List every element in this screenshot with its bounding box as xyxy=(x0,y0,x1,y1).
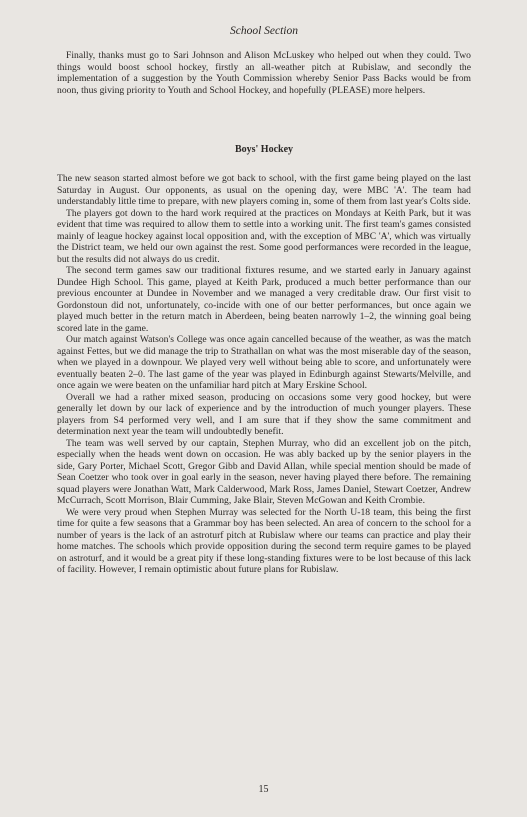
body-paragraph: Our match against Watson's College was once again cancelled because of the weather, as was the match against Fettes, but we did manage the trip to Strathallan on what was the most miserable day of the season, when we played in a downpour. We played very well without being able to score, and unfortunately were eventually beaten 2–0. The last game of the year was played in Edinburgh against Stewarts/Melville, and once again we were beaten on the unfamiliar hard pitch at Mary Erskine School. xyxy=(57,334,471,391)
section-body xyxy=(57,173,471,576)
page-number: 15 xyxy=(258,784,269,795)
section-title: Boys' Hockey xyxy=(234,144,294,155)
body-paragraph: The second term games saw our traditional fixtures resume, and we started early in January against Dundee High School. This game, played at Keith Park, produced a much better performance than our previous encounter at Dundee in November and we managed a very creditable draw. Our first visit to Gordonstoun did not, unfortunately, co-incide with one of our better performances, but once again we played much better in the return match in Aberdeen, being beaten narrowly 1–2, the winning goal being scored late in the game. xyxy=(57,265,471,334)
body-paragraph: The new season started almost before we got back to school, with the first game being played on the last Saturday in August. Our opponents, as usual on the opening day, were MBC 'A'. The team had understandably little time to prepare, with new players coming in, some of them from last year's Colts side. xyxy=(57,173,471,207)
intro-paragraph: Finally, thanks must go to Sari Johnson and Alison McLuskey who helped out when they could. Two things would boost school hockey, firstly an all-weather pitch at Rubislaw, and secondly the implementation of a suggestion by the Youth Commission whereby Senior Pass Backs would be from noon, thus giving priority to Youth and School Hockey, and hopefully (PLEASE) more helpers. xyxy=(57,50,471,96)
body-paragraph: We were very proud when Stephen Murray was selected for the North U-18 team, this being the first time for quite a few seasons that a Grammar boy has been selected. An area of concern to the school for a number of years is the lack of an astroturf pitch at Rubislaw where our teams can practice and play their home matches. The schools which provide opposition during the second term require games to be played on astroturf, and it would be a great pity if these long-standing fixtures were to be lost because of this lack of facility. However, I remain optimistic about future plans for Rubislaw. xyxy=(57,506,471,575)
body-paragraph: Overall we had a rather mixed season, producing on occasions some very good hockey, but were generally let down by our lack of experience and by the introduction of much younger players. These players from S4 performed very well, and I am sure that if they show the same commitment and determination next year the team will undoubtedly benefit. xyxy=(57,391,471,437)
body-paragraph: The players got down to the hard work required at the practices on Mondays at Keith Park, but it was evident that time was required to allow them to settle into a working unit. The first team's games consisted mainly of league hockey against local opposition and, with the exception of MBC 'A', which was virtually the District team, we held our own against the rest. Some good performances were recorded in the league, but the results did not always do us credit. xyxy=(57,207,471,265)
running-head: School Section xyxy=(229,25,299,37)
body-paragraph: The team was well served by our captain, Stephen Murray, who did an excellent job on the pitch, especially when the heads went down on occasion. He was ably backed up by the senior players in the side, Gary Porter, Michael Scott, Gregor Gibb and David Allan, while special mention should be made of Sean Coetzer who took over in goal early in the season, never having played there before. The remaining squad players were Jonathan Watt, Mark Calderwood, Mark Ross, James Daniel, Stewart Coetzer, Andrew McCurrach, Scott Morrison, Blair Cumming, Jake Blair, Steven McGowan and Keith Crombie. xyxy=(57,437,471,506)
